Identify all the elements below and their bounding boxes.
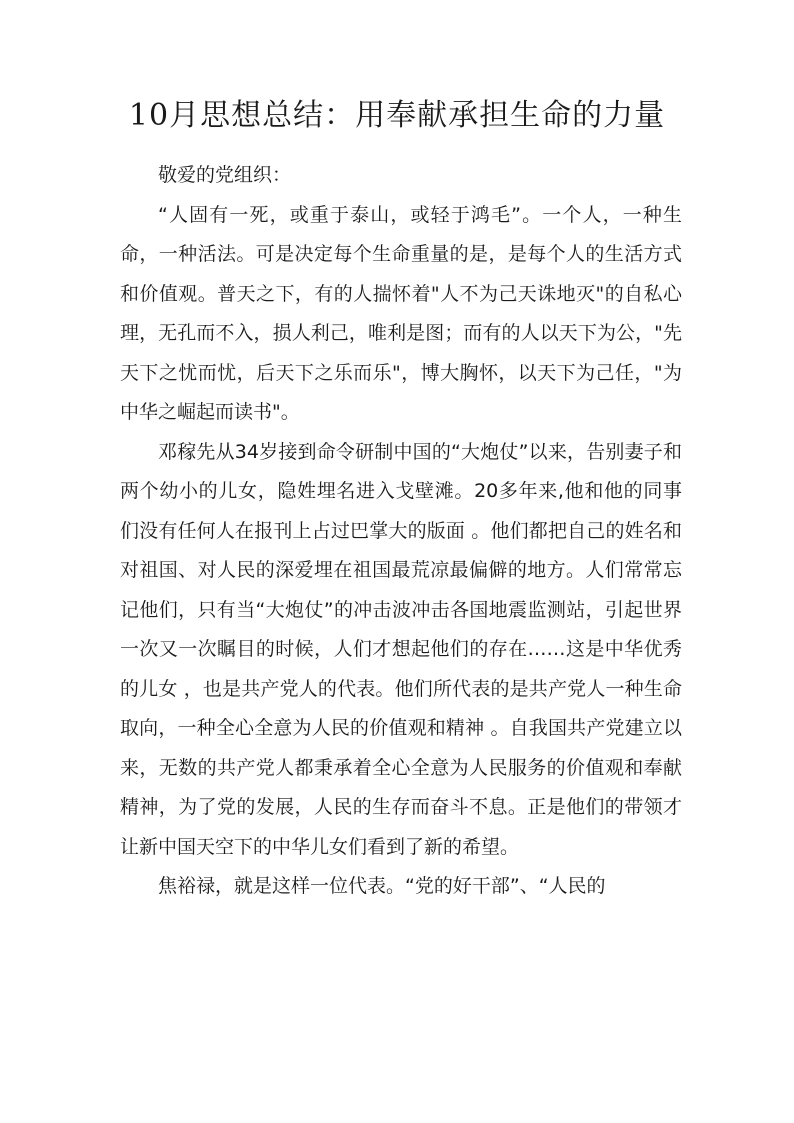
paragraph-1: “人固有一死，或重于泰山，或轻于鸿毛”。一个人，一种生命，一种活法。可是决定每个生命重量的是，是每个人的生活方式和价值观。普天之下，有的人揣怀着"人不为己天诛地灭"的自私心理，无孔而不入，损人利己，唯利是图；而有的人以天下为公，"先天下之忧而忧，后天下之乐而乐"，博大胸怀，以天下为己任，"为中华之崛起而读书"。 <box>120 203 682 423</box>
paragraph-3: 焦裕禄，就是这样一位代表。“党的好干部”、“人民的 <box>158 875 606 897</box>
document-body <box>120 156 682 907</box>
document-title: 10月思想总结：用奉献承担生命的力量 <box>128 98 666 133</box>
salutation: 敬爱的党组织： <box>158 164 292 186</box>
paragraph-2: 邓稼先从34岁接到命令研制中国的“大炮仗”以来，告别妻子和两个幼小的儿女，隐姓埋名进入戈壁滩。20多年来,他和他的同事们没有任何人在报刊上占过巴掌大的版面 。他们都把自己的姓名和对祖国、对人民的深爱埋在祖国最荒凉最偏僻的地方。人们常常忘记他们，只有当“大炮仗”的冲击波冲击各国地震监测站，引起世界一次又一次瞩目的时候，人们才想起他们的存在……这是中华优秀的儿女 ，也是共产党人的代表。他们所代表的是共产党人一种生命取向，一种全心全意为人民的价值观和精神 。自我国共产党建立以来，无数的共产党人都秉承着全心全意为人民服务的价值观和奉献精神，为了党的发展，人民的生存而奋斗不息。正是他们的带领才让新中国天空下的中华儿女们看到了新的希望。 <box>120 440 682 858</box>
